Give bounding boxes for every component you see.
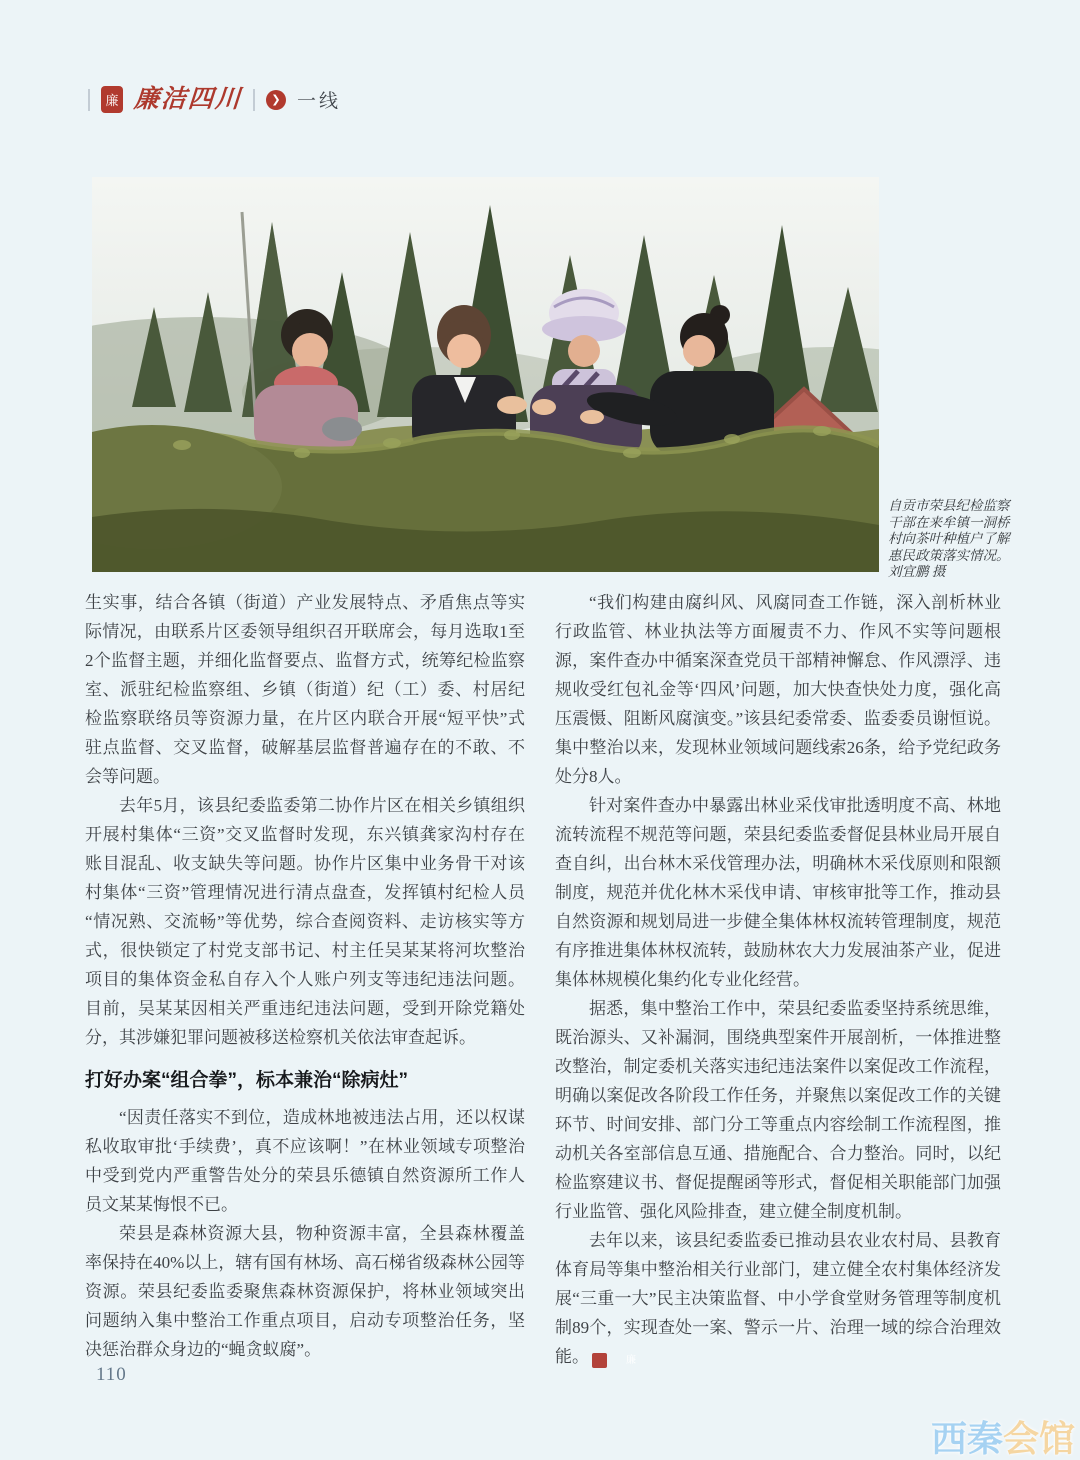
- photo-caption-line: 干部在来牟镇一洞桥: [888, 514, 1010, 530]
- tea-field-photo-illustration: [92, 177, 879, 572]
- paragraph: 针对案件查办中暴露出林业采伐审批透明度不高、林地流转流程不规范等问题，荣县纪委监委督促县林业局开展自查自纠，出台林木采伐管理办法，明确林木采伐原则和限额制度，规范并优化林木采伐申请、审核审批等工作，推动县自然资源和规划局进一步健全集体林权流转管理制度，规范有序推进集体林权流转，鼓励林农大力发展油茶产业，促进集体林规模化集约化专业化经营。: [555, 796, 1001, 989]
- photo-caption-line: 村向茶叶种植户了解: [888, 531, 1010, 546]
- magazine-logo-text: 廉洁四川: [133, 86, 243, 113]
- page-header: [88, 86, 341, 113]
- watermark-text-blue: 西秦: [930, 1419, 1003, 1460]
- photo-caption-credit: 刘宜鹏 摄: [888, 564, 946, 579]
- article-column-right: [555, 588, 1001, 1371]
- page-number: 110: [96, 1364, 127, 1385]
- section-label: 一线: [297, 91, 342, 112]
- paragraph: 荣县是森林资源大县，物种资源丰富，全县森林覆盖率保持在40%以上，辖有国有林场、高石梯省级森林公园等资源。荣县纪委监委聚焦森林资源保护，将林业领域突出问题纳入集中整治工作重点项目，启动专项整治任务，坚决惩治群众身边的“蝇贪蚁腐”。: [85, 1224, 525, 1359]
- header-divider: [88, 89, 90, 111]
- paragraph: 去年5月，该县纪委监委第二协作片区在相关乡镇组织开展村集体“三资”交叉监督时发现，东兴镇龚家沟村存在账目混乱、收支缺失等问题。协作片区集中业务骨干对该村集体“三资”管理情况进行清点盘查，发挥镇村纪检人员“情况熟、交流畅”等优势，综合查阅资料、走访核实等方式，很快锁定了村党支部书记、村主任吴某某将河坎整治项目的集体资金私自存入个人账户列支等违纪违法问题。目前，吴某某因相关严重违纪违法问题，受到开除党籍处分，其涉嫌犯罪问题被移送检察机关依法审查起诉。: [85, 796, 525, 1047]
- watermark: [930, 1419, 1075, 1460]
- paragraph: 据悉，集中整治工作中，荣县纪委监委坚持系统思维，既治源头、又补漏洞，围绕典型案件开展剖析，一体推进整改整治，制定委机关落实违纪违法案件以案促改工作流程，明确以案促改各阶段工作任务，并聚焦以案促改工作的关键环节、时间安排、部门分工等重点内容绘制工作流程图，推动机关各室部信息互通、措施配合、合力整治。同时，以纪检监察建议书、督促提醒函等形式，督促相关职能部门加强行业监管、强化风险排查，建立健全制度机制。: [555, 999, 1001, 1221]
- article-column-left: [85, 588, 525, 1364]
- paragraph: “我们构建由腐纠风、风腐同查工作链，深入剖析林业行政监管、林业执法等方面履责不力、作风不实等问题根源，案件查办中循案深查党员干部精神懈怠、作风漂浮、违规收受红包礼金等‘四风’问题，加大快查快处力度，强化高压震慑、阻断风腐演变。”该县纪委常委、监委委员谢恒说。集中整治以来，发现林业领域问题线索26条，给予党纪政务处分8人。: [555, 593, 1001, 786]
- photo-caption-line: 自贡市荣县纪检监察: [888, 498, 1010, 513]
- watermark-text-orange: 会馆: [1002, 1419, 1075, 1460]
- article-subheading: 打好办案“组合拳”，标本兼治“除病灶”: [85, 1070, 409, 1091]
- paragraph: “因责任落实不到位，造成林地被违法占用，还以权谋私收取审批‘手续费’，真不应该啊！”在林业领域专项整治中受到党内严重警告处分的荣县乐德镇自然资源所工作人员文某某悔恨不已。: [85, 1108, 525, 1214]
- photo-caption-line: 惠民政策落实情况。: [888, 547, 1010, 563]
- paragraph: 生实事，结合各镇（街道）产业发展特点、矛盾焦点等实际情况，由联系片区委领导组织召开联席会，每月选取1至2个监督主题，并细化监督要点、监督方式，统筹纪检监察室、派驻纪检监察组、乡镇（街道）纪（工）委、村居纪检监察联络员等资源力量，在片区内联合开展“短平快”式驻点监督、交叉监督，破解基层监督普遍存在的不敢、不会等问题。: [85, 593, 525, 786]
- article-end-seal-icon: 廉: [592, 1353, 607, 1368]
- photo-caption: [888, 498, 1016, 581]
- magazine-seal-icon: 廉: [101, 86, 123, 113]
- header-divider: [253, 89, 255, 111]
- section-arrow-icon: ❯: [266, 90, 286, 110]
- paragraph: [555, 1226, 1001, 1371]
- paragraph-text: 去年以来，该县纪委监委已推动县农业农村局、县教育体育局等集中整治相关行业部门，建立健全农村集体经济发展“三重一大”民主决策监督、中小学食堂财务管理等制度机制89个，实现查处一案、警示一片、治理一域的综合治理效能。: [555, 1231, 1001, 1366]
- article-photo: [92, 177, 879, 572]
